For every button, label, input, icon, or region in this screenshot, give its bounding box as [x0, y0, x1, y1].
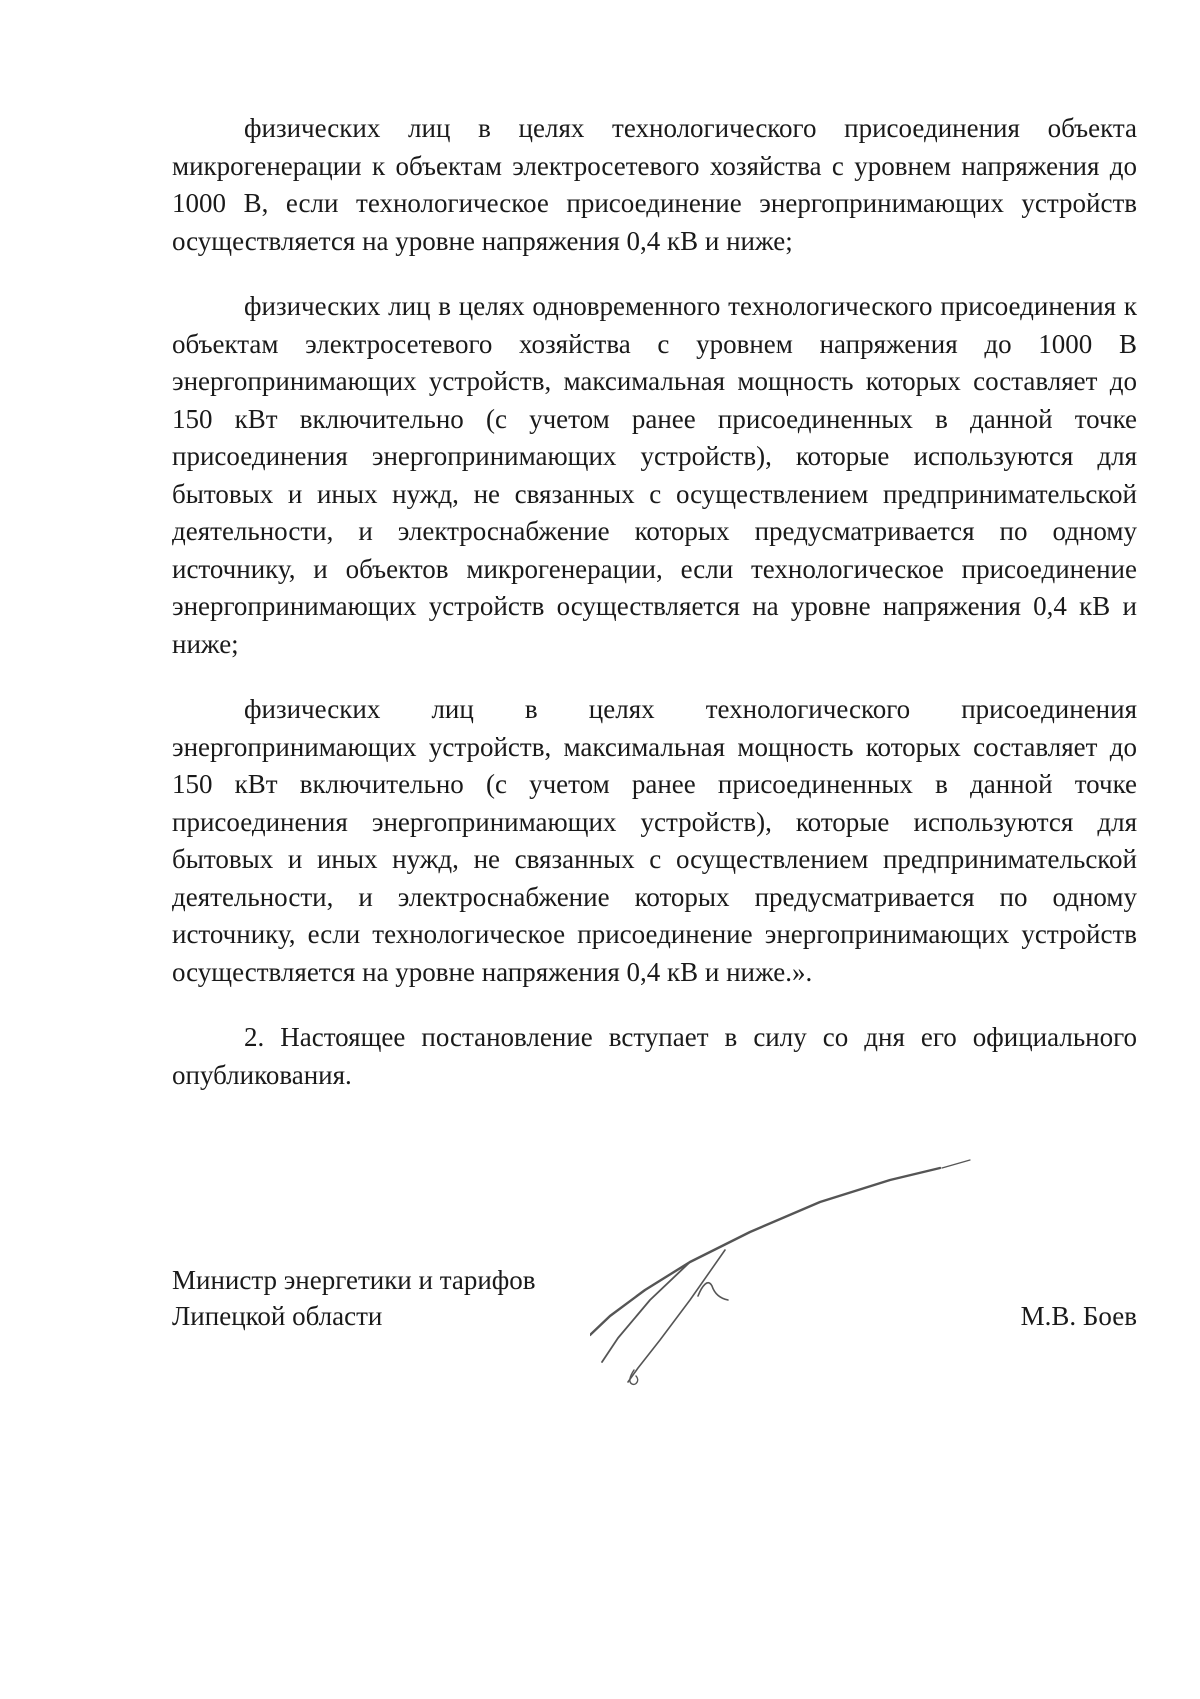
paragraph-simultaneous-connection: физических лиц в целях одновременного технологического присоединения к объектам электросетевого хозяйства с уровнем напряжения до 1000 В энергопринимающих устройств, максимальная мощность которых составляет до 150 кВт включительно (с учетом ранее присоединенных в данной точке присоединения энергопринимающих устройств), которые используются для бытовых и иных нужд, не связанных с осуществлением предпринимательской деятельности, и электроснабжение которых предусматривается по одному источнику, и объектов микрогенерации, если технологическое присоединение энергопринимающих устройств осуществляется на уровне напряжения 0,4 кВ и ниже;	[172, 291, 1137, 659]
signer-position-line-2: Липецкой области	[172, 1301, 383, 1331]
signer-position	[172, 1262, 536, 1334]
paragraph-effective-date: 2. Настоящее постановление вступает в силу со дня его официального опубликования.	[172, 1022, 1137, 1090]
signature-block	[172, 1262, 1137, 1382]
paragraph-household-connection: физических лиц в целях технологического присоединения энергопринимающих устройств, максимальная мощность которых составляет до 150 кВт включительно (с учетом ранее присоединенных в данной точке присоединения энергопринимающих устройств), которые используются для бытовых и иных нужд, не связанных с осуществлением предпринимательской деятельности, и электроснабжение которых предусматривается по одному источнику, если технологическое присоединение энергопринимающих устройств осуществляется на уровне напряжения 0,4 кВ и ниже.».	[172, 694, 1137, 987]
signer-position-line-1: Министр энергетики и тарифов	[172, 1265, 536, 1295]
document-body	[172, 110, 1137, 1122]
signer-name: М.В. Боев	[1020, 1301, 1137, 1331]
paragraph-microgeneration: физических лиц в целях технологического присоединения объекта микрогенерации к объектам электросетевого хозяйства с уровнем напряжения до 1000 В, если технологическое присоединение энергопринимающих устройств осуществляется на уровне напряжения 0,4 кВ и ниже;	[172, 113, 1137, 256]
